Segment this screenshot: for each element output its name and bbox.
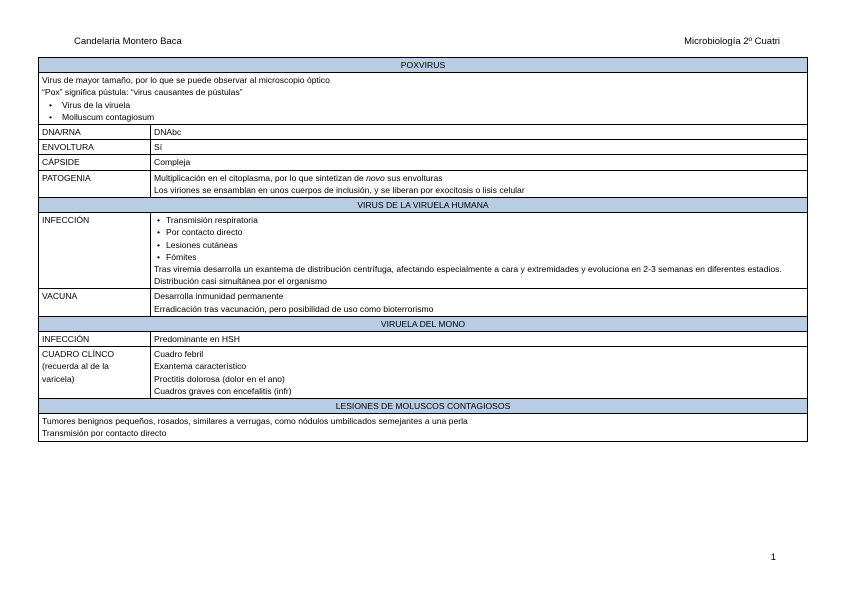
molusco-line: Transmisión por contacto directo bbox=[42, 428, 167, 439]
patogenia-line: Los viriones se ensamblan en unos cuerpos de inclusión, y se liberan por exocitosis o lisis celular bbox=[154, 184, 525, 195]
vacuna-line: Erradicación tras vacunación, pero posibilidad de uso como bioterrorismo bbox=[154, 303, 434, 314]
cuadro-line: Proctitis dolorosa (dolor en el ano) bbox=[154, 373, 285, 384]
examples-list bbox=[42, 99, 804, 123]
row-value: Sí bbox=[151, 140, 808, 155]
row-label: ENVOLTURA bbox=[39, 140, 151, 155]
intro-line: Virus de mayor tamaño, por lo que se puede observar al microscopio óptico bbox=[42, 75, 330, 86]
row-label: (recuerda al de la bbox=[42, 361, 109, 372]
page-number: 1 bbox=[770, 552, 776, 563]
list-item: • Molluscum contagiosum bbox=[62, 111, 804, 123]
list-item: • Virus de la viruela bbox=[62, 99, 804, 111]
molusco-row bbox=[39, 414, 808, 441]
section-header-viruela-humana bbox=[39, 198, 808, 213]
row-label: INFECCIÓN bbox=[39, 332, 151, 347]
list-item: • Por contacto directo bbox=[166, 226, 804, 238]
table-row bbox=[39, 155, 808, 170]
row-label: DNA/RNA bbox=[39, 125, 151, 140]
header-author: Candelaria Montero Baca bbox=[74, 36, 182, 47]
cuadro-line: Cuadros graves con encefalitis (infr) bbox=[154, 385, 292, 396]
header-subject: Microbiología 2º Cuatri bbox=[684, 36, 780, 47]
row-label: CUADRO CLÍNCO bbox=[42, 349, 115, 360]
table-row bbox=[39, 125, 808, 140]
table-row bbox=[39, 140, 808, 155]
row-label: INFECCIÓN bbox=[39, 213, 151, 289]
section-title: VIRUS DE LA VIRUELA HUMANA bbox=[39, 198, 808, 213]
notes-table bbox=[38, 57, 808, 442]
row-label: PATOGENIA bbox=[39, 170, 151, 197]
patogenia-line: Multiplicación en el citoplasma, por lo que sintetizan de novo sus envolturas bbox=[154, 172, 443, 183]
list-item: • Transmisión respiratoria bbox=[166, 214, 804, 226]
list-item: • Fómites bbox=[166, 251, 804, 263]
infection-text: Tras viremia desarrolla un exantema de distribución centrífuga, afectando especialmente a cara y extremidades y evoluciona en 2-3 semanas en diferentes estadios. Distribución casi simultánea por el organismo bbox=[154, 264, 782, 287]
table-row bbox=[39, 347, 808, 399]
table-row bbox=[39, 332, 808, 347]
row-label: varicela) bbox=[42, 373, 75, 384]
vacuna-line: Desarrolla inmunidad permanente bbox=[154, 291, 284, 302]
row-label: VACUNA bbox=[39, 289, 151, 316]
table-row bbox=[39, 213, 808, 289]
row-value: Predominante en HSH bbox=[151, 332, 808, 347]
table-row bbox=[39, 170, 808, 197]
section-title: POXVIRUS bbox=[39, 58, 808, 73]
section-header-molusco bbox=[39, 399, 808, 414]
section-title: VIRUELA DEL MONO bbox=[39, 316, 808, 331]
table-row bbox=[39, 289, 808, 316]
intro-line: “Pox” significa pústula: “virus causantes de pústulas” bbox=[42, 87, 243, 98]
cuadro-line: Cuadro febril bbox=[154, 349, 204, 360]
list-item: • Lesiones cutáneas bbox=[166, 239, 804, 251]
section-header-poxvirus bbox=[39, 58, 808, 73]
row-label: CÁPSIDE bbox=[39, 155, 151, 170]
infection-list bbox=[154, 214, 804, 263]
section-header-viruela-mono bbox=[39, 316, 808, 331]
molusco-line: Tumores benignos pequeños, rosados, similares a verrugas, como nódulos umbilicados semejantes a una perla bbox=[42, 416, 468, 427]
row-value: Compleja bbox=[151, 155, 808, 170]
cuadro-line: Exantema característico bbox=[154, 361, 247, 372]
poxvirus-intro-row bbox=[39, 73, 808, 125]
section-title: LESIONES DE MOLUSCOS CONTAGIOSOS bbox=[39, 399, 808, 414]
row-value: DNAbc bbox=[151, 125, 808, 140]
